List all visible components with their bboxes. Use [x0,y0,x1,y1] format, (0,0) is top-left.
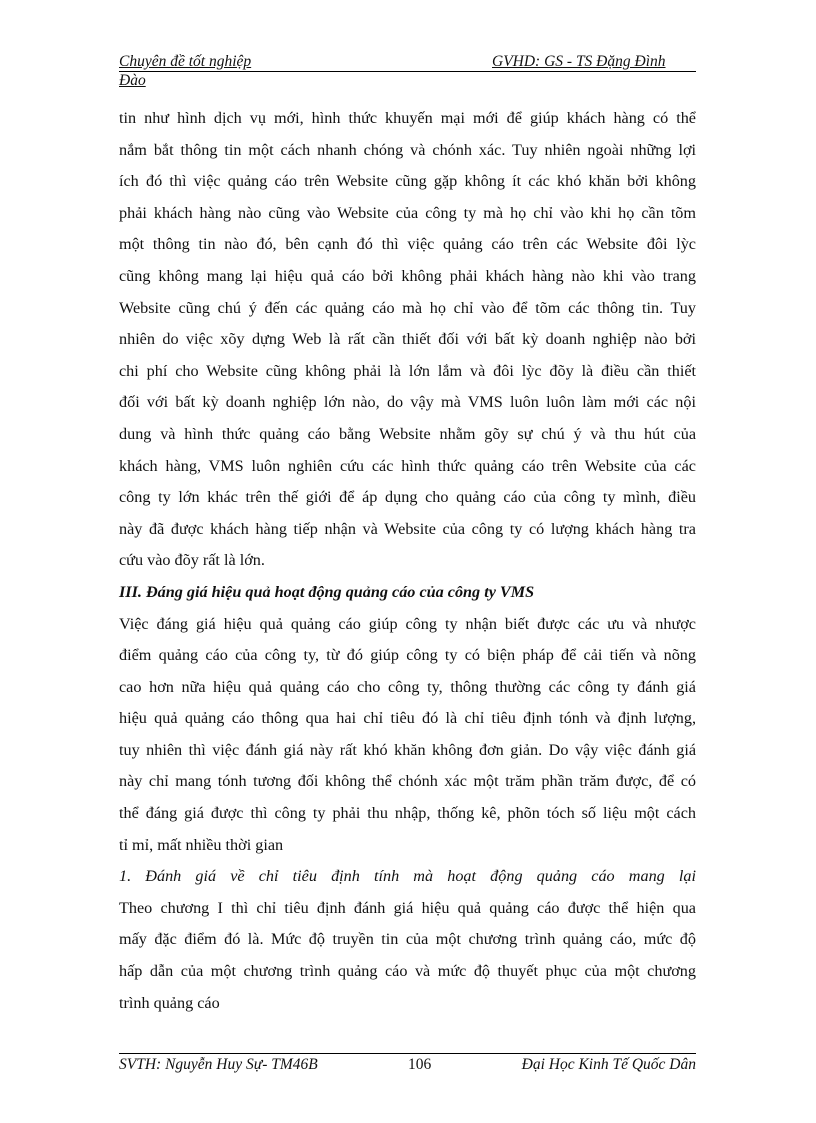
text-line: cứu vào đõy rất là lớn. [119,551,265,570]
text-line: này đã được khách hàng tiếp nhận và Website của công ty có lượng khách hàng tra [119,519,696,538]
header-supervisor: GVHD: GS - TS Đặng Đình [492,53,666,70]
text-line: mấy đặc điểm đó là. Mức độ truyền tin của một chương trình quảng cáo, mức độ [119,930,696,949]
text-line: đối với bất kỳ doanh nghiệp lớn nào, do vậy mà VMS luôn luôn làm mới các nội [119,393,696,412]
text-line: thể đáng giá được thì công ty phải thu nhập, thống kê, phõn tóch số liệu một cách [119,804,696,823]
text-line: ích đó thì việc quảng cáo trên Website cũng gặp không ít các khó khăn bởi không [119,172,696,191]
text-line: Website cũng chú ý đến các quảng cáo mà họ chỉ vào để tõm các thông tin. Tuy [119,298,696,317]
text-line: chi phí cho Website cũng không phải là lớn lắm và đôi lỳc đõy là điều cần thiết [119,361,696,380]
text-line: công ty lớn khác trên thế giới để áp dụng cho quảng cáo của công ty mình, điều [119,488,696,507]
paragraph-3 [119,893,696,1019]
footer-rule [119,1053,696,1054]
text-line: dung và hình thức quảng cáo bằng Website nhằm gõy sự chú ý và thu hút của [119,424,696,443]
text-line: tuy nhiên thì việc đánh giá này rất khó khăn không đơn giản. Do vậy việc đánh giá [119,740,696,759]
text-line: trình quảng cáo [119,993,220,1012]
text-line: cao hơn nữa hiệu quả quảng cáo cho công ty, thông thường các công ty đánh giá [119,677,696,696]
text-line: nhiên do việc xõy dựng Web là rất cần thiết đối với bất kỳ doanh nghiệp nào bởi [119,330,696,349]
text-line: phải khách hàng nào cũng vào Website của công ty mà họ chỉ vào khi họ cần tõm [119,203,696,222]
header-supervisor-continuation: Đào [119,72,146,89]
text-line: này chỉ mang tónh tương đối không thể chónh xác một trăm phần trăm được, để có [119,772,696,791]
footer-student: SVTH: Nguyễn Huy Sự- TM46B [119,1056,318,1073]
page-number: 106 [408,1056,432,1073]
text-line: hiệu quả quảng cáo thông qua hai chỉ tiêu đó là chỉ tiêu định tónh và định lượng, [119,709,696,728]
footer-university: Đại Học Kinh Tế Quốc Dân [521,1056,696,1073]
paragraph-1 [119,103,696,577]
text-line: tin như hình dịch vụ mới, hình thức khuyến mại mới để giúp khách hàng có thể [119,109,696,127]
page-header [119,52,696,92]
text-line: Việc đáng giá hiệu quả quảng cáo giúp công ty nhận biết được các ưu và nhược [119,614,696,633]
section-heading-iii: III. Đáng giá hiệu quả hoạt động quảng cáo của công ty VMS [119,582,535,601]
text-line: cũng không mang lại hiệu quả cáo bởi không phải khách hàng nào khi vào trang [119,266,696,285]
text-line: tỉ mỉ, mất nhiều thời gian [119,835,284,854]
text-line: khách hàng, VMS luôn nghiên cứu các hình thức quảng cáo trên Website của các [119,456,696,475]
text-line: Theo chương I thì chỉ tiêu định đánh giá hiệu quả quảng cáo được thể hiện qua [119,898,696,917]
page-footer [119,1053,696,1073]
text-line: một thông tin nào đó, bên cạnh đó thì việc quảng cáo trên các Website đôi lỳc [119,235,696,254]
text-line: nắm bắt thông tin một cách nhanh chóng và chónh xác. Tuy nhiên ngoài những lợi [119,140,696,159]
text-line: điểm quảng cáo của công ty, từ đó giúp công ty có biện pháp để cải tiến và nõng [119,646,696,665]
page-body [119,103,696,1019]
subsection-heading-1: 1. Đánh giá về chỉ tiêu định tính mà hoạt động quảng cáo mang lại [119,867,696,886]
paragraph-2 [119,609,696,862]
header-document-title: Chuyên đề tốt nghiệp [119,53,252,70]
text-line: hấp dẫn của một chương trình quảng cáo và mức độ thuyết phục của một chương [119,962,696,981]
